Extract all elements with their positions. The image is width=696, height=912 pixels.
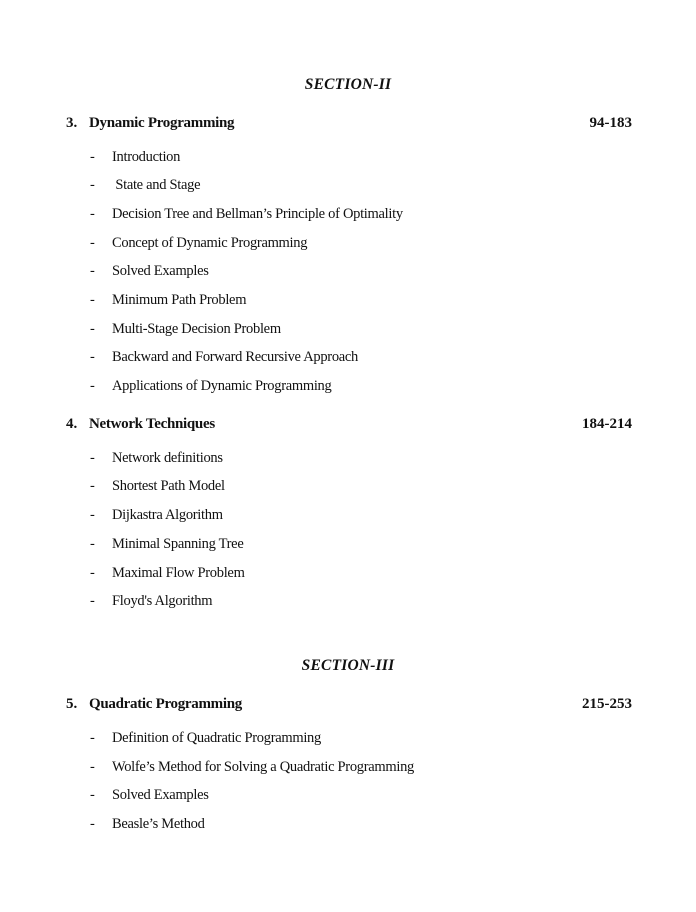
section-title: SECTION-II xyxy=(304,76,392,93)
bullet-dash: - xyxy=(90,149,95,165)
bullet-dash: - xyxy=(90,321,95,337)
bullet-dash: - xyxy=(90,378,95,394)
chapter-title: Network Techniques xyxy=(89,416,215,432)
list-item-label: State and Stage xyxy=(112,177,201,193)
chapter-page-range: 215-253 xyxy=(582,696,632,712)
bullet-dash: - xyxy=(90,177,95,193)
list-item-label: Dijkastra Algorithm xyxy=(112,507,223,523)
list-item-label: Beasle’s Method xyxy=(112,816,205,832)
list-item-label: Solved Examples xyxy=(112,787,209,803)
section-title: SECTION-III xyxy=(301,657,395,674)
bullet-dash: - xyxy=(90,536,95,552)
bullet-dash: - xyxy=(90,507,95,523)
bullet-dash: - xyxy=(90,730,95,746)
chapter-number: 5. xyxy=(66,696,78,712)
list-item-label: Concept of Dynamic Programming xyxy=(112,235,308,251)
bullet-dash: - xyxy=(90,759,95,775)
chapter-title: Quadratic Programming xyxy=(89,696,242,712)
bullet-dash: - xyxy=(90,816,95,832)
bullet-dash: - xyxy=(90,478,95,494)
chapter-page-range: 184-214 xyxy=(582,416,632,432)
list-item-label: Maximal Flow Problem xyxy=(112,565,245,581)
bullet-dash: - xyxy=(90,565,95,581)
bullet-dash: - xyxy=(90,263,95,279)
chapter-title: Dynamic Programming xyxy=(89,115,235,131)
bullet-dash: - xyxy=(90,450,95,466)
bullet-dash: - xyxy=(90,206,95,222)
bullet-dash: - xyxy=(90,593,95,609)
list-item-label: Shortest Path Model xyxy=(112,478,225,494)
list-item-label: Minimum Path Problem xyxy=(112,292,247,308)
list-item-label: Introduction xyxy=(112,149,181,165)
list-item-label: Solved Examples xyxy=(112,263,209,279)
list-item-label: Wolfe’s Method for Solving a Quadratic Programming xyxy=(112,759,414,775)
bullet-dash: - xyxy=(90,349,95,365)
chapter-number: 4. xyxy=(66,416,78,432)
list-item-label: Definition of Quadratic Programming xyxy=(112,730,321,746)
list-item-label: Floyd's Algorithm xyxy=(112,593,213,609)
bullet-dash: - xyxy=(90,787,95,803)
bullet-dash: - xyxy=(90,292,95,308)
chapter-number: 3. xyxy=(66,115,78,131)
list-item-label: Applications of Dynamic Programming xyxy=(112,378,332,394)
list-item-label: Decision Tree and Bellman’s Principle of Optimality xyxy=(112,206,403,222)
list-item-label: Network definitions xyxy=(112,450,223,466)
list-item-label: Minimal Spanning Tree xyxy=(112,536,244,552)
bullet-dash: - xyxy=(90,235,95,251)
list-item-label: Multi-Stage Decision Problem xyxy=(112,321,281,337)
chapter-page-range: 94-183 xyxy=(589,115,632,131)
list-item-label: Backward and Forward Recursive Approach xyxy=(112,349,358,365)
